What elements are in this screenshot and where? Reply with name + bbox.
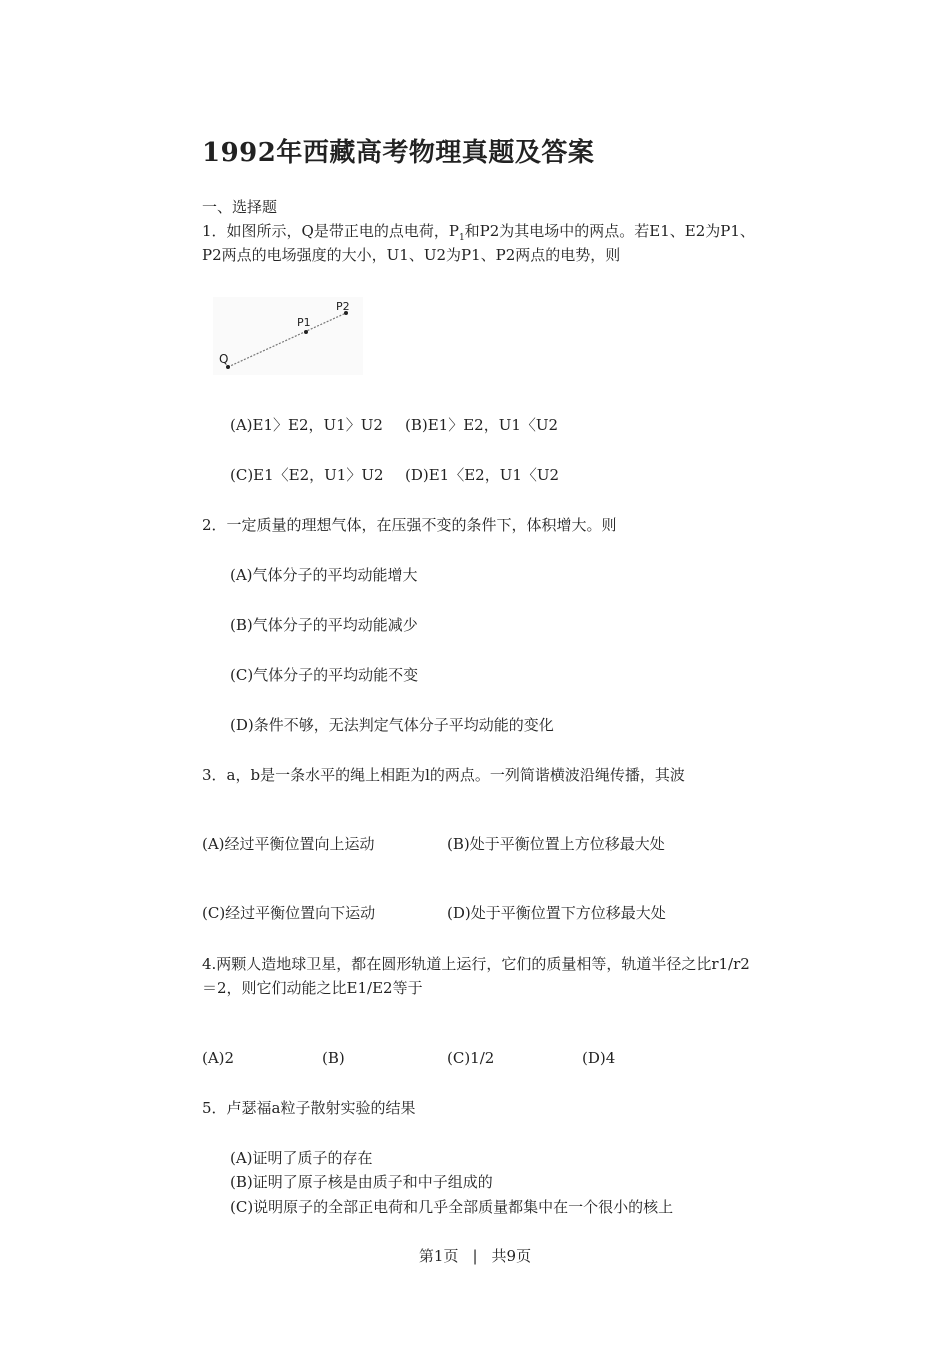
question-1-option-c: (C)E1〈E2，U1〉U2 [230, 466, 384, 484]
question-3-option-d: (D)处于平衡位置下方位移最大处 [447, 904, 666, 922]
question-1-line-2: P2两点的电场强度的大小，U1、U2为P1、P2两点的电势，则 [202, 246, 621, 264]
page-footer [0, 1245, 950, 1266]
page-number: 第1页 [418, 1247, 459, 1265]
label-p1: P1 [297, 316, 311, 329]
question-2-option-c: (C)气体分子的平均动能不变 [230, 666, 419, 684]
question-2-option-d: (D)条件不够，无法判定气体分子平均动能的变化 [230, 716, 554, 734]
question-3-option-a: (A)经过平衡位置向上运动 [202, 835, 375, 853]
question-4-line-1: 4.两颗人造地球卫星，都在圆形轨道上运行，它们的质量相等，轨道半径之比r1/r2 [202, 955, 750, 973]
question-2-option-a: (A)气体分子的平均动能增大 [230, 566, 418, 584]
question-5-option-a: (A)证明了质子的存在 [230, 1149, 373, 1167]
question-1-line-1: 1．如图所示，Q是带正电的点电荷，$P_1$和P2为其电场中的两点。若E1、E2为P1、 [202, 222, 755, 243]
page-total: 共9页 [491, 1247, 532, 1265]
point-p1 [304, 330, 308, 334]
question-5-stem: 5．卢瑟福a粒子散射实验的结果 [202, 1099, 416, 1117]
question-1-option-b: (B)E1〉E2，U1〈U2 [405, 416, 559, 434]
question-4-option-b: (B) [322, 1049, 345, 1067]
question-1-option-a: (A)E1〉E2，U1〉U2 [230, 416, 383, 434]
question-5-option-b: (B)证明了原子核是由质子和中子组成的 [230, 1173, 493, 1191]
electric-field-figure [213, 297, 363, 375]
label-p2: P2 [336, 300, 350, 313]
question-4-option-c: (C)1/2 [447, 1049, 495, 1067]
question-2-option-b: (B)气体分子的平均动能减少 [230, 616, 418, 634]
question-3-option-b: (B)处于平衡位置上方位移最大处 [447, 835, 665, 853]
page-title: 1992年西藏高考物理真题及答案 [202, 138, 595, 168]
question-4-line-2: ＝2，则它们动能之比E1/E2等于 [202, 979, 423, 997]
question-2-stem: 2．一定质量的理想气体，在压强不变的条件下，体积增大。则 [202, 516, 617, 534]
question-5-option-c: (C)说明原子的全部正电荷和几乎全部质量都集中在一个很小的核上 [230, 1198, 674, 1216]
question-1-option-d: (D)E1〈E2，U1〈U2 [405, 466, 560, 484]
question-4-option-a: (A)2 [202, 1049, 235, 1067]
question-4-option-d: (D)4 [582, 1049, 616, 1067]
footer-divider: | [472, 1247, 478, 1265]
question-3-stem: 3．a，b是一条水平的绳上相距为l的两点。一列简谐横波沿绳传播，其波 [202, 766, 685, 784]
section-heading: 一、选择题 [202, 198, 278, 216]
label-q: Q [219, 352, 229, 366]
question-3-option-c: (C)经过平衡位置向下运动 [202, 904, 376, 922]
